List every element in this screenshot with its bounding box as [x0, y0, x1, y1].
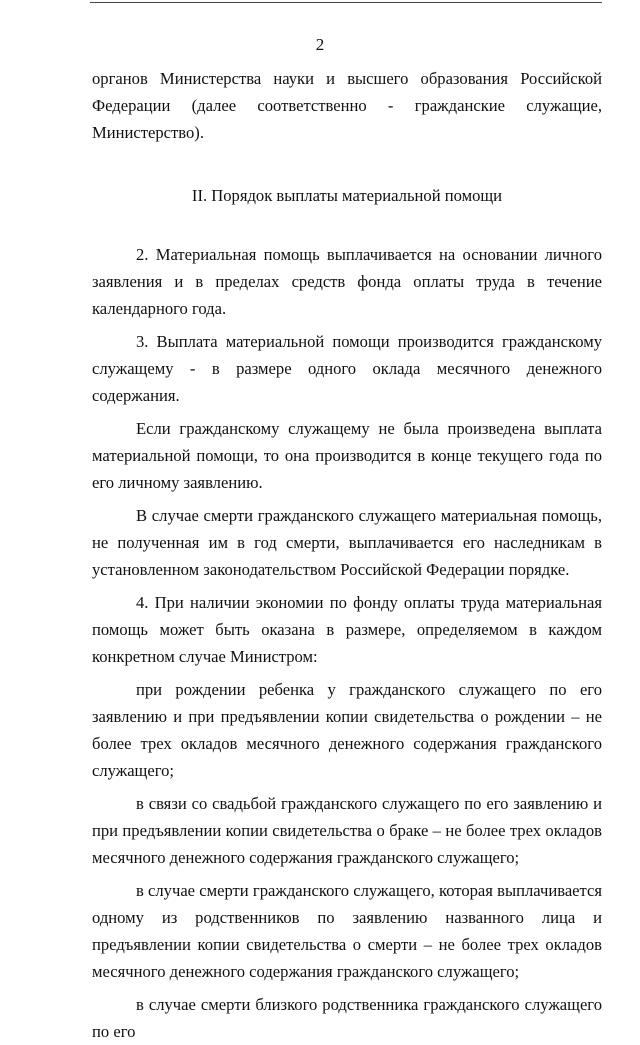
- page-number: 2: [315, 35, 325, 54]
- paragraph-continuation: органов Министерства науки и высшего образования Российской Федерации (далее соответственно - гражданские служащие, Министерство).: [92, 69, 602, 142]
- paragraph-3: 3. Выплата материальной помощи производится гражданскому служащему - в размере одного оклада месячного денежного содержания.: [92, 332, 602, 405]
- paragraph-4-death-servant: в случае смерти гражданского служащего, которая выплачивается одному из родственников по заявлению названного лица и предъявлении копии свидетельства о смерти – не более трех окладов месячного денежного содержания гражданского служащего;: [92, 881, 602, 981]
- paragraph-2: 2. Материальная помощь выплачивается на основании личного заявления и в пределах средств фонда оплаты труда в течение календарного года.: [92, 245, 602, 318]
- paragraph-4: 4. При наличии экономии по фонду оплаты труда материальная помощь может быть оказана в размере, определяемом в каждом конкретном случае Министром:: [92, 593, 602, 666]
- paragraph-4-birth: при рождении ребенка у гражданского служащего по его заявлению и при предъявлении копии свидетельства о рождении – не более трех окладов месячного денежного содержания гражданского служащего;: [92, 680, 602, 780]
- paragraph-4-death-relative: в случае смерти близкого родственника гражданского служащего по его: [92, 995, 602, 1041]
- paragraph-4-wedding: в связи со свадьбой гражданского служащего по его заявлению и при предъявлении копии свидетельства о браке – не более трех окладов месячного денежного содержания гражданского служащего;: [92, 794, 602, 867]
- top-border-line: [90, 2, 602, 3]
- section-heading: II. Порядок выплаты материальной помощи: [191, 186, 503, 205]
- paragraph-3-if-not-paid: Если гражданскому служащему не была произведена выплата материальной помощи, то она производится в конце текущего года по его личному заявлению.: [92, 419, 602, 492]
- paragraph-3-death: В случае смерти гражданского служащего материальная помощь, не полученная им в год смерти, выплачивается его наследникам в установленном законодательством Российской Федерации порядке.: [92, 506, 602, 579]
- document-body: [92, 65, 602, 1045]
